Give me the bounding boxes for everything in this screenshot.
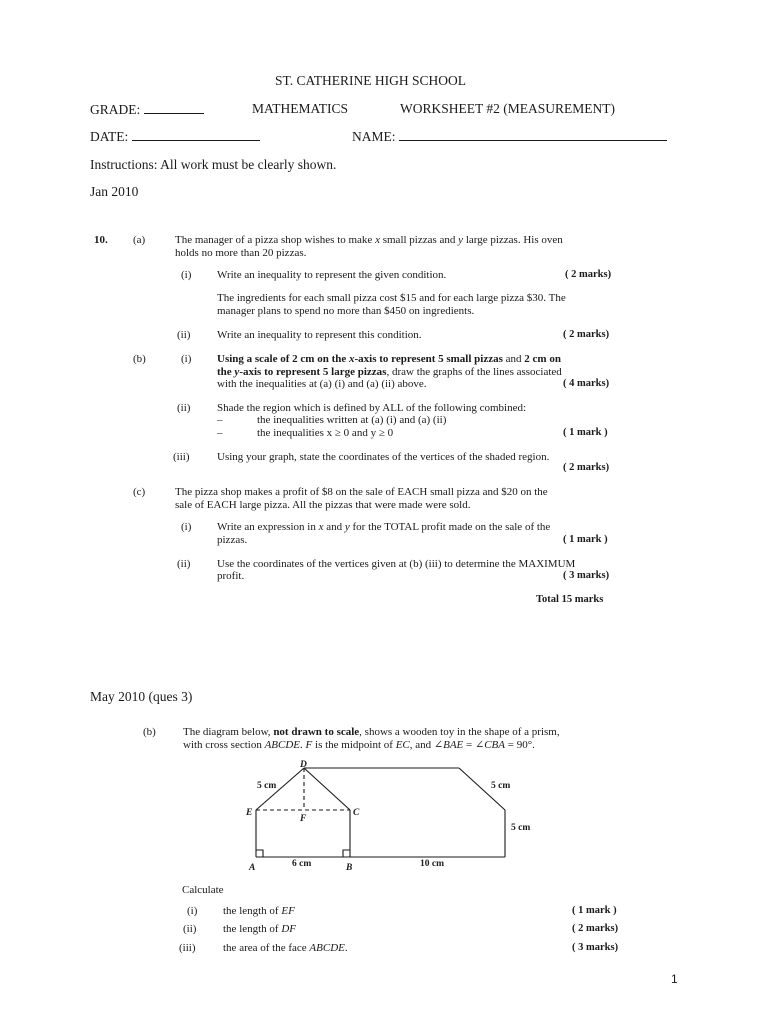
- s2-i-label: (i): [187, 905, 198, 917]
- part-b-label: (b): [133, 353, 146, 365]
- part-a-note-line1: The ingredients for each small pizza cost $15 and for each large pizza $30. The: [217, 292, 566, 304]
- question-number: 10.: [94, 234, 108, 246]
- name-label: NAME:: [352, 128, 667, 145]
- label-point-A: A: [249, 863, 256, 873]
- part-b-ii-item1: the inequalities written at (a) (i) and (a) (ii): [257, 414, 447, 426]
- part-a-ii-text: Write an inequality to represent this condition.: [217, 329, 422, 341]
- part-b-i-line1: Using a scale of 2 cm on the x-axis to represent 5 small pizzas and 2 cm on: [217, 353, 561, 365]
- edge-DC: [304, 768, 350, 810]
- right-angle-B: [343, 850, 350, 857]
- s2-stem-line1: The diagram below, not drawn to scale, shows a wooden toy in the shape of a prism,: [183, 726, 560, 738]
- part-a-ii-label: (ii): [177, 329, 191, 341]
- date-label: DATE:: [90, 128, 260, 145]
- label-point-C: C: [353, 808, 360, 818]
- s2-ii-text: the length of DF: [223, 923, 297, 935]
- part-b-ii-marks: ( 1 mark ): [563, 427, 608, 438]
- dim-ED: 5 cm: [257, 781, 277, 791]
- page-number: 1: [671, 972, 678, 986]
- dim-top-right: 5 cm: [491, 781, 511, 791]
- part-b-i-line3: with the inequalities at (a) (i) and (a) (ii) above.: [217, 378, 427, 390]
- s2-i-text: the length of EF: [223, 905, 295, 917]
- dim-AB: 6 cm: [292, 859, 312, 869]
- part-b-iii-marks: ( 2 marks): [563, 462, 610, 473]
- part-c-ii-line1: Use the coordinates of the vertices given at (b) (iii) to determine the MAXIMUM: [217, 558, 576, 570]
- session-may-2010: May 2010 (ques 3): [90, 689, 193, 704]
- school-name: ST. CATHERINE HIGH SCHOOL: [275, 73, 466, 88]
- s2-ii-marks: ( 2 marks): [572, 923, 619, 934]
- part-c-ii-marks: ( 3 marks): [563, 570, 610, 581]
- part-b-ii-dash1: –: [217, 414, 223, 426]
- part-b-ii-item2: the inequalities x ≥ 0 and y ≥ 0: [257, 427, 394, 439]
- part-a-i-text: Write an inequality to represent the given condition.: [217, 269, 447, 281]
- part-c-ii-label: (ii): [177, 558, 191, 570]
- s2-iii-label: (iii): [179, 942, 196, 954]
- part-a-ii-marks: ( 2 marks): [563, 329, 610, 340]
- part-c-i-label: (i): [181, 521, 192, 533]
- part-a-note-line2: manager plans to spend no more than $450 on ingredients.: [217, 305, 475, 317]
- part-b-i-label: (i): [181, 353, 192, 365]
- total-marks: Total 15 marks: [536, 594, 604, 605]
- part-c-i-line2: pizzas.: [217, 534, 248, 546]
- part-c-label: (c): [133, 486, 146, 498]
- label-point-E: E: [246, 808, 253, 818]
- s2-iii-marks: ( 3 marks): [572, 942, 619, 953]
- part-c-stem-line1: The pizza shop makes a profit of $8 on the sale of EACH small pizza and $20 on the: [175, 486, 548, 498]
- part-c-i-marks: ( 1 mark ): [563, 534, 608, 545]
- part-b-iii-text: Using your graph, state the coordinates of the vertices of the shaded region.: [217, 451, 550, 463]
- part-c-stem-line2: sale of EACH large pizza. All the pizzas that were made were sold.: [175, 499, 471, 511]
- part-c-i-line1: Write an expression in x and y for the TOTAL profit made on the sale of the: [217, 521, 551, 533]
- part-b-ii-label: (ii): [177, 402, 191, 414]
- part-a-i-marks: ( 2 marks): [565, 269, 612, 280]
- part-a-stem-line2: holds no more than 20 pizzas.: [175, 247, 307, 259]
- part-b-ii-dash2: –: [217, 427, 223, 439]
- s2-i-marks: ( 1 mark ): [572, 905, 617, 916]
- part-b-ii-text: Shade the region which is defined by ALL of the following combined:: [217, 402, 527, 414]
- part-a-stem-line1: The manager of a pizza shop wishes to make x small pizzas and y large pizzas. His oven: [175, 234, 563, 246]
- label-point-B: B: [346, 863, 353, 873]
- worksheet-title: WORKSHEET #2 (MEASUREMENT): [400, 101, 615, 116]
- session-jan-2010: Jan 2010: [90, 184, 139, 199]
- part-b-i-line2: the y-axis to represent 5 large pizzas, draw the graphs of the lines associated: [217, 366, 562, 378]
- dim-length: 10 cm: [420, 859, 445, 869]
- s2-stem-line2: with cross section ABCDE. F is the midpoint of EC, and ∠BAE = ∠CBA = 90°.: [183, 739, 535, 751]
- s2-part-b-label: (b): [143, 726, 156, 738]
- dim-height: 5 cm: [511, 823, 531, 833]
- part-b-iii-label: (iii): [173, 451, 190, 463]
- calculate-label: Calculate: [182, 884, 224, 896]
- s2-ii-label: (ii): [183, 923, 197, 935]
- label-point-F: F: [300, 814, 307, 824]
- part-c-ii-line2: profit.: [217, 570, 245, 582]
- grade-label: GRADE:: [90, 101, 204, 118]
- s2-iii-text: the area of the face ABCDE.: [223, 942, 348, 954]
- subject-label: MATHEMATICS: [252, 101, 349, 116]
- right-angle-A: [256, 850, 263, 857]
- part-a-i-label: (i): [181, 269, 192, 281]
- instructions: Instructions: All work must be clearly shown.: [90, 157, 337, 172]
- label-point-D: D: [300, 760, 307, 770]
- part-a-label: (a): [133, 234, 146, 246]
- part-b-i-marks: ( 4 marks): [563, 378, 610, 389]
